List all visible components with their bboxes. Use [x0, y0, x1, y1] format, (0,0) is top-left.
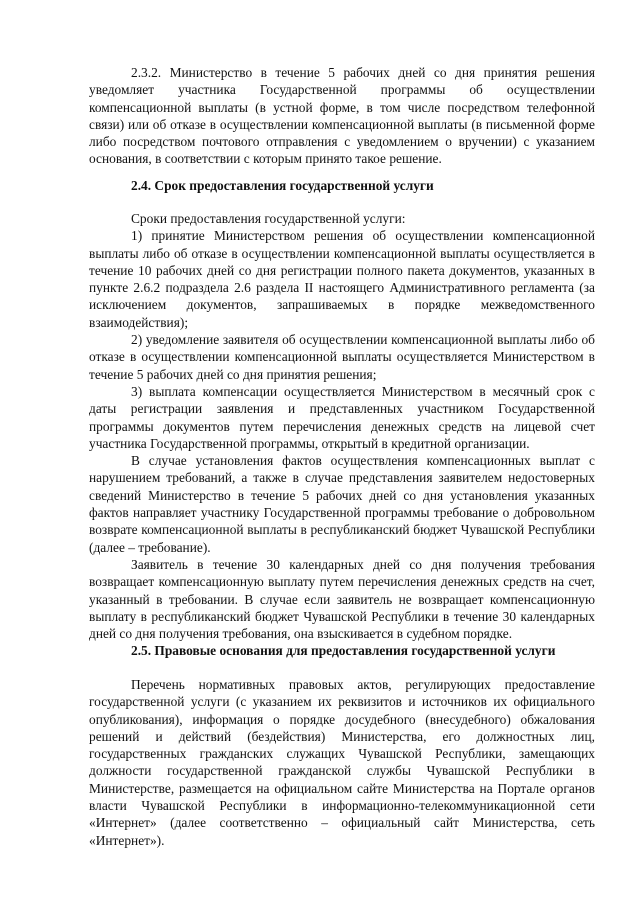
- section-2-5: [89, 642, 595, 659]
- section-title-2-5: 2.5. Правовые основания для предоставления государственной услуги: [131, 643, 556, 658]
- paragraph-legal-basis: Перечень нормативных правовых актов, регулирующих предоставление государственной услуги (с указанием их реквизитов и источников их официального опубликования), информация о порядке досудебного (внесудебного) обжалования решений и действий (бездействия) Министерства, его должностных лиц, государственных гражданских служащих Чувашской Республики, замещающих должности государственной гражданской службы Чувашской Республики в Министерстве, размещается на официальном сайте Министерства на Портале органов власти Чувашской Республики в информационно-телекоммуникационной сети «Интернет» (далее соответственно – официальный сайт Министерства, сеть «Интернет»).: [89, 677, 595, 848]
- section-2-5-body: [89, 676, 595, 849]
- section-title-2-4: 2.4. Срок предоставления государственной услуги: [131, 178, 434, 193]
- section-2-4-body: [89, 210, 595, 642]
- paragraph-refund: Заявитель в течение 30 календарных дней со дня получения требования возвращает компенсационную выплату путем перечисления денежных средств на счет, указанный в требовании. В случае если заявитель не возвращает компенсационную выплату в республиканский бюджет Чувашской Республики в течение 30 календарных дней со дня получения требования, она взыскивается в судебном порядке.: [89, 556, 595, 642]
- paragraph-term-1: 1) принятие Министерством решения об осуществлении компенсационной выплаты либо об отказе в осуществлении компенсационной выплаты осуществляется в течение 10 рабочих дней со дня регистрации полного пакета документов, указанных в пункте 2.6.2 подраздела 2.6 раздела II настоящего Административного регламента (за исключением документов, запрашиваемых в порядке межведомственного взаимодействия);: [89, 228, 595, 330]
- section-2-4: [89, 177, 595, 194]
- paragraph-2-3-2: 2.3.2. Министерство в течение 5 рабочих дней со дня принятия решения уведомляет участника Государственной программы об осуществлении компенсационной выплаты (в устной форме, в том числе посредством телефонной связи) или об отказе в осуществлении компенсационной выплаты (в письменной форме либо посредством почтового отправления с уведомлением о вручении) с указанием основания, в соответствии с которым принято такое решение.: [89, 65, 595, 167]
- paragraph-terms-intro: Сроки предоставления государственной услуги:: [131, 211, 406, 226]
- section-2-3-2: [89, 64, 595, 168]
- paragraph-term-3: 3) выплата компенсации осуществляется Министерством в месячный срок с даты регистрации заявления и представленных участником Государственной программы документов путем перечисления денежных средств на лицевой счет участника Государственной программы, открытый в кредитной организации.: [89, 383, 595, 451]
- paragraph-violations: В случае установления фактов осуществления компенсационных выплат с нарушением требований, а также в случае представления заявителем недостоверных сведений Министерство в течение 5 рабочих дней со дня установления указанных фактов направляет участнику Государственной программы требование о добровольном возврате компенсационной выплаты в республиканский бюджет Чувашской Республики (далее – требование).: [89, 453, 595, 555]
- paragraph-term-2: 2) уведомление заявителя об осуществлении компенсационной выплаты либо об отказе в осуществлении компенсационной выплаты осуществляется Министерством в течение 5 рабочих дней со дня принятия решения;: [89, 332, 595, 382]
